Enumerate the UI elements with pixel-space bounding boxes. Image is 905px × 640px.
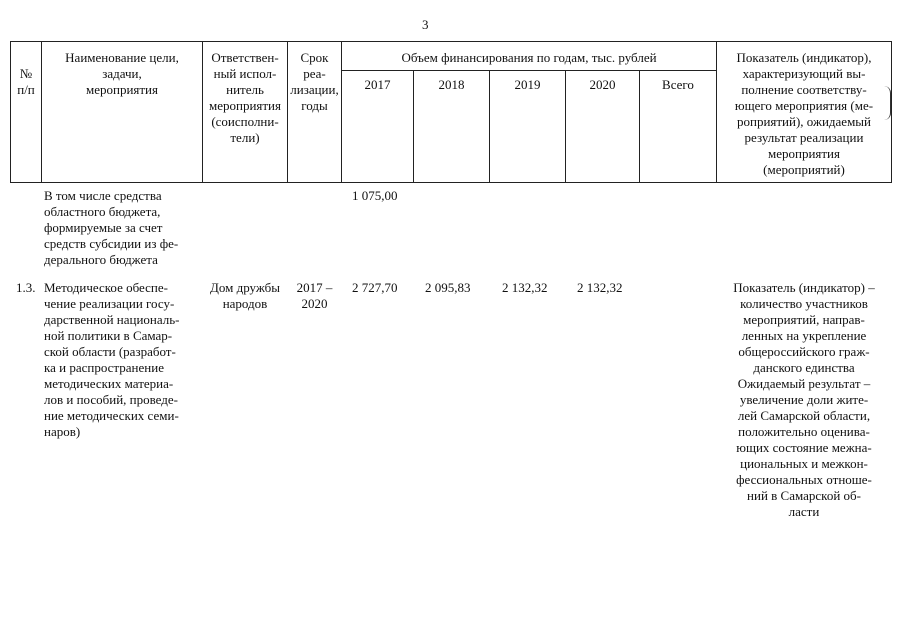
table-top-border xyxy=(10,41,892,42)
row-value-2017: 1 075,00 xyxy=(352,188,398,203)
header-total: Всего xyxy=(662,77,694,92)
header-year-2017: 2017 xyxy=(364,77,391,92)
row-value-2017: 2 727,70 xyxy=(352,280,398,295)
row-value-2020: 2 132,32 xyxy=(577,280,623,295)
col-border-0 xyxy=(10,41,11,183)
header-num: № п/п xyxy=(17,66,35,97)
row-responsible: Дом дружбы народов xyxy=(209,280,281,311)
header-bottom-border xyxy=(10,182,892,183)
finance-subheader-border xyxy=(341,70,716,71)
header-term: Срок реа- лизации, годы xyxy=(290,50,339,113)
row-value-2019: 2 132,32 xyxy=(502,280,548,295)
row-num: 1.3. xyxy=(16,280,36,295)
row-name: Методическое обеспе- чение реализации госу- дарственной националь- ной политики в Самар- ской области (разработ- ка и распространение методических материа- лов и пособий, проведе- ние методических семи- наров) xyxy=(44,280,180,439)
header-year-2020: 2020 xyxy=(589,77,616,92)
header-indicator: Показатель (индикатор), характеризующий вы- полнение соответству- ющего мероприятия (ме- роприятий), ожидаемый результат реализации мероприятия (мероприятий) xyxy=(734,50,874,177)
col-border-10 xyxy=(891,41,892,183)
header-finance-group: Объем финансирования по годам, тыс. рублей xyxy=(401,50,657,65)
row-value-2018: 2 095,83 xyxy=(425,280,471,295)
header-year-2018: 2018 xyxy=(438,77,465,92)
header-name: Наименование цели, задачи, мероприятия xyxy=(65,50,179,97)
header-year-2019: 2019 xyxy=(514,77,541,92)
row-term: 2017 – 2020 xyxy=(296,280,333,311)
row-name: В том числе средства областного бюджета, формируемые за счет средств субсидии из фе- дерального бюджета xyxy=(44,188,179,267)
row-indicator: Показатель (индикатор) – количество участников мероприятий, направ- ленных на укрепление общероссийского граж- данского единства Ожидаемый результат – увеличение доли жите- лей Самарской области, положительно оценива- ющих состояние межна- циональных и межкон- фессиональных отноше- ний в Самарской об- ласти xyxy=(733,280,875,519)
header-responsible: Ответствен- ный испол- нитель мероприятия (соисполни- тели) xyxy=(208,50,281,145)
page-number: 3 xyxy=(422,17,429,32)
margin-bracket-mark xyxy=(884,86,891,120)
